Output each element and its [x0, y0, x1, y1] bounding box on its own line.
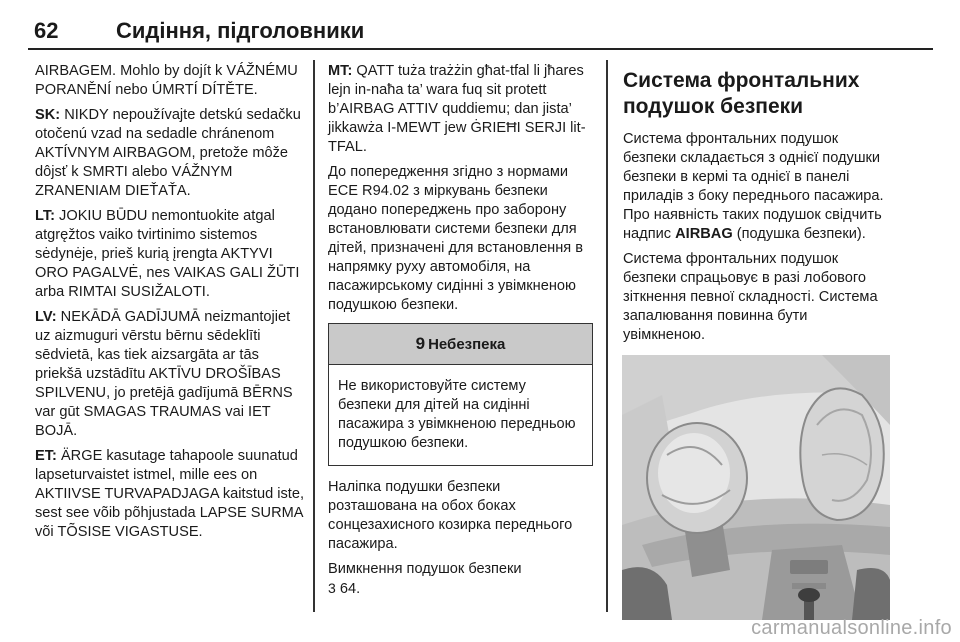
front-airbags-deployed-image [622, 355, 890, 620]
column-divider-left [313, 60, 315, 612]
danger-box [328, 323, 593, 466]
lithuanian-warning: LT: JOKIU BŪDU nemontuokite atgal atgręžtos vaiko tvirtinimo sistemos sėdynėje, prieš kurią įrengta AKTYVI ORO PAGALVĖ, nes VAIKAS GALI ŽŪTI arba RIMTAI SUSIŽALOTI. [35, 208, 300, 300]
section-title: Система фронтальних подушок безпеки [623, 69, 860, 118]
slovak-warning: SK: NIKDY nepoužívajte detskú sedačku otočenú vzad na sedadle chránenom AKTÍVNYM AIRBAGOM, pretože môže dôjsť k SMRTI alebo VÁŽNYM ZRANENIAM DIEŤAŤA. [35, 107, 301, 199]
cross-reference-arrow-icon: 3 [328, 580, 336, 596]
danger-box-text: Не використовуйте систему безпеки для дітей на сидінні пасажира з увімкненою передньою подушкою безпеки. [338, 378, 576, 451]
danger-box-header [329, 324, 592, 365]
airbag-label-paragraph: Наліпка подушки безпеки розташована на обох боках сонцезахисного козирка переднього пасажира. [328, 479, 573, 552]
column-divider-right [606, 60, 608, 612]
maltese-warning: MT: QATT tuża trażżin għat-tfal li jħares lejn in-naħa ta’ wara fuq sit protett b’AIRBAG ATTIV quddiemu; dan jista’ jikkawża I-MEWT jew ĠRIEĦI SERJI lit-TFAL. [328, 63, 586, 155]
cross-reference-page[interactable]: 64. [335, 581, 361, 597]
warning-triangle-icon: 9 [415, 334, 426, 353]
page-title: Сидіння, підголовники [116, 18, 365, 43]
column-1 [35, 62, 307, 548]
airbag-deactivation-paragraph: Вимкнення подушок безпеки 3 64. [328, 561, 522, 597]
lang-label-lt: LT: [35, 208, 55, 224]
latvian-warning: LV: NEKĀDĀ GADĪJUMĀ neizmantojiet uz aizmuguri vērstu bērnu sēdeklīti sēdvietā, kas tiek aizsargāta ar tās priekšā uzstādītu AKTĪVU DROŠĪBAS SPILVENU, jo pretējā gadījumā BĒRNS var gūt SMAGAS TRAUMAS vai IET BOJĀ. [35, 309, 293, 439]
lang-label-mt: MT: [328, 63, 353, 79]
lang-label-sk: SK: [35, 107, 61, 123]
czech-warning-tail: AIRBAGEM. Mohlo by dojít k VÁŽNÉMU PORANĚNÍ nebo ÚMRTÍ DÍTĚTE. [35, 63, 298, 98]
column-2 [328, 62, 593, 605]
page-header [28, 10, 933, 46]
header-rule [28, 48, 933, 50]
estonian-warning: ET: ÄRGE kasutage tahapoole suunatud lapseturvaistet istmel, mille ees on AKTIIVSE TURVAPADJAGA kaitstud iste, sest see võib põhjustada LAPSE SURMA või TÕSISE VIGASTUSE. [35, 448, 304, 540]
airbag-illustration [622, 355, 890, 620]
lang-label-lv: LV: [35, 309, 57, 325]
front-airbag-deployment: Система фронтальних подушок безпеки спрацьовує в разі лобового зіткнення певної складності. Система запалювання повинна бути увімкненою. [623, 251, 878, 343]
page-number: 62 [34, 18, 59, 43]
column-3 [623, 62, 888, 351]
lang-label-et: ET: [35, 448, 57, 464]
front-airbag-description: Система фронтальних подушок безпеки складається з однієї подушки безпеки в кермі та однієї в панелі приладів з боку переднього пасажира. Про наявність таких подушок свідчить надпис AIRBAG (подушка безпеки). [623, 131, 884, 242]
watermark: carmanualsonline.info [751, 617, 952, 639]
ece-paragraph: До попередження згідно з нормами ECE R94.02 з міркувань безпеки додано попереджень про заборону встановлювати системи безпеки для дітей, призначені для встановлення в напрямку руху автомобіля, на пасажирському сидінні з увімкненою подушкою безпеки. [328, 164, 584, 313]
danger-box-title: Небезпека [428, 336, 506, 353]
